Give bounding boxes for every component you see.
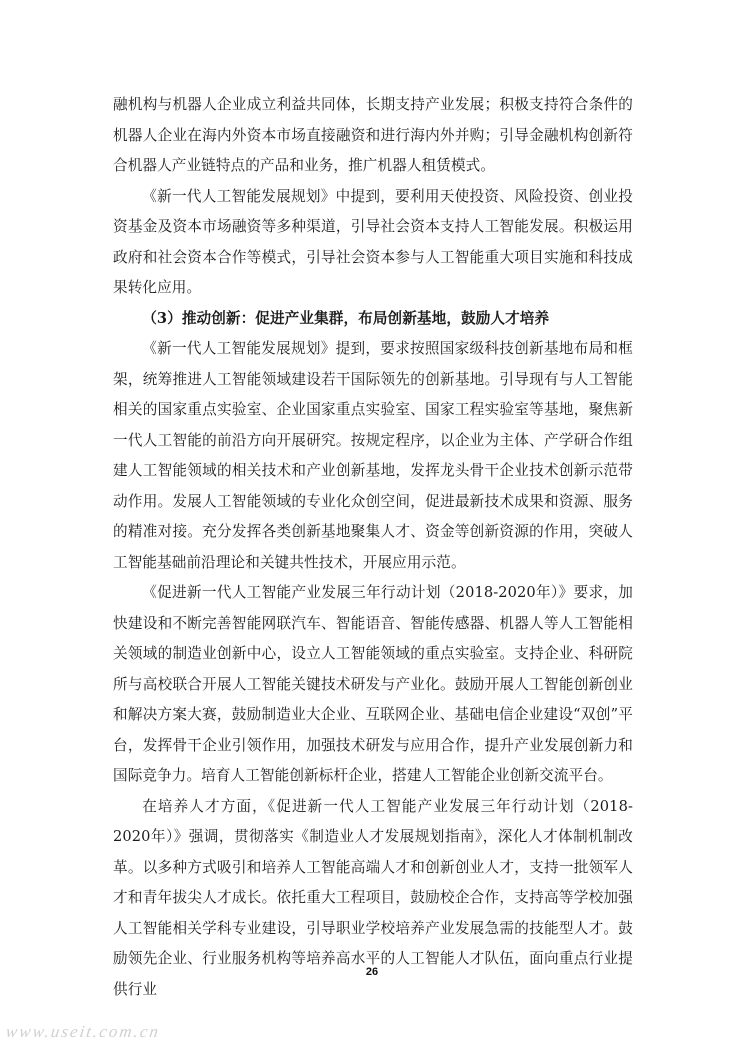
section-heading: （3）推动创新：促进产业集群，布局创新基地，鼓励人才培养 bbox=[142, 309, 550, 327]
paragraph-funding-channels: 《新一代人工智能发展规划》中提到，要利用天使投资、风险投资、创业投资基金及资本市场融资等多种渠道，引导社会资本支持人工智能发展。积极运用政府和社会资本合作等模式，引导社会资本参与人工智能重大项目实施和科技成果转化应用。 bbox=[113, 187, 633, 296]
paragraph-talent-cultivation: 在培养人才方面，《促进新一代人工智能产业发展三年行动计划（2018-2020年）》强调，贯彻落实《制造业人才发展规划指南》，深化人才体制机制改革。以多种方式吸引和培养人工智能高端人才和创新创业人才，支持一批领军人才和青年拔尖人才成长。依托重大工程项目，鼓励校企合作，支持高等学校加强人工智能相关学科专业建设，引导职业学校培养产业发展急需的技能型人才。鼓励领先企业、行业服务机构等培养高水平的人工智能人才队伍，面向重点行业提供行业 bbox=[113, 797, 633, 998]
page-number: 26 bbox=[365, 966, 379, 978]
paragraph-continuation: 融机构与机器人企业成立利益共同体，长期支持产业发展；积极支持符合条件的机器人企业在海内外资本市场直接融资和进行海内外并购；引导金融机构创新符合机器人产业链特点的产品和业务，推广机器人租赁模式。 bbox=[113, 96, 633, 174]
watermark: www.useit.com.cn bbox=[4, 1022, 162, 1041]
paragraph-action-plan: 《促进新一代人工智能产业发展三年行动计划（2018-2020年）》要求，加快建设和不断完善智能网联汽车、智能语音、智能传感器、机器人等人工智能相关领域的制造业创新中心，设立人工智能领域的重点实验室。支持企业、科研院所与高校联合开展人工智能关键技术研发与产业化。鼓励开展人工智能创新创业和解决方案大赛，鼓励制造业大企业、互联网企业、基础电信企业建设“双创”平台，发挥骨干企业引领作用，加强技术研发与应用合作，提升产业发展创新力和国际竞争力。培育人工智能创新标杆企业，搭建人工智能企业创新交流平台。 bbox=[113, 584, 633, 784]
body-text bbox=[113, 90, 633, 1005]
paragraph-innovation-bases: 《新一代人工智能发展规划》提到，要求按照国家级科技创新基地布局和框架，统筹推进人工智能领域建设若干国际领先的创新基地。引导现有与人工智能相关的国家重点实验室、企业国家重点实验室、国家工程实验室等基地，聚焦新一代人工智能的前沿方向开展研究。按规定程序，以企业为主体、产学研合作组建人工智能领域的相关技术和产业创新基地，发挥龙头骨干企业技术创新示范带动作用。发展人工智能领域的专业化众创空间，促进最新技术成果和资源、服务的精准对接。充分发挥各类创新基地聚集人才、资金等创新资源的作用，突破人工智能基础前沿理论和关键共性技术，开展应用示范。 bbox=[113, 340, 633, 571]
